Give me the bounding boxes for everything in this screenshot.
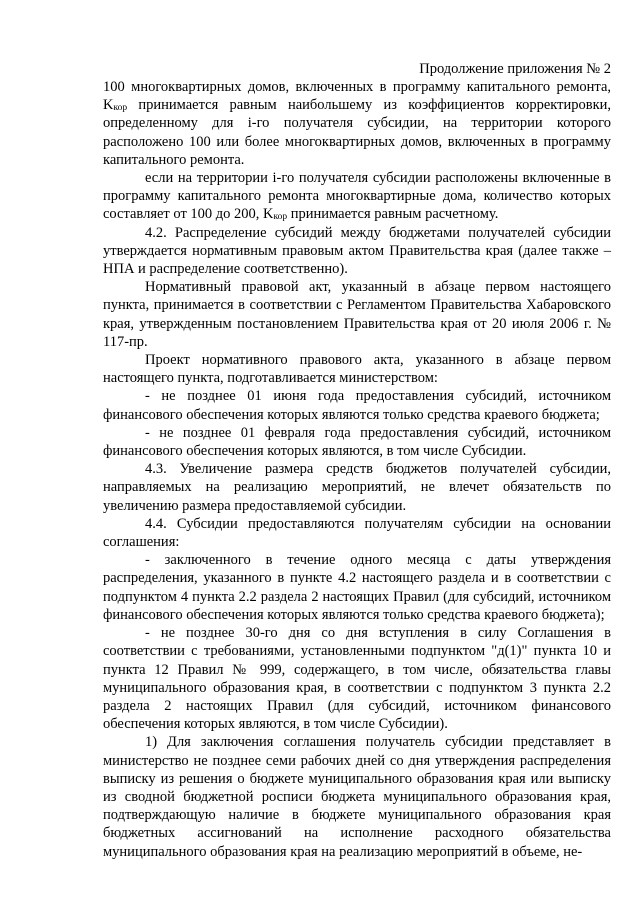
- paragraph: - не позднее 01 февраля года предоставления субсидий, источником финансового обеспечения которых являются, в том числе Субсидии.: [103, 424, 611, 460]
- paragraph: если на территории i-го получателя субсидии расположены включенные в программу капитального ремонта многоквартирные дома, количество которых составляет от 100 до 200, $K_{кор}$ принимается равным расчетному.: [103, 170, 611, 223]
- paragraph: 100 многоквартирных домов, включенных в программу капитального ремонта, $K_{кор}$ принимается равным наибольшему из коэффициентов корректировки, определенному для i-го получателя субсидии, на территории которого расположено 100 или более многоквартирных домов, включенных в программу капитального ремонта.: [103, 79, 611, 168]
- paragraph: 1) Для заключения соглашения получатель субсидии представляет в министерство не позднее семи рабочих дней со дня утверждения распределения выписку из решения о бюджете муниципального образования края или выписку из сводной бюджетной росписи бюджета муниципального образования края, подтверждающую наличие в бюджете муниципального образования края бюджетных ассигнований на исполнение расходного обязательства муниципального образования края на реализацию мероприятий в объеме, не-: [103, 734, 611, 860]
- paragraph: - заключенного в течение одного месяца с даты утверждения распределения, указанного в пункте 4.2 настоящего раздела и в соответствии с подпунктом 4 пункта 2.2 раздела 2 настоящих Правил (для субсидий, источником финансового обеспечения которых являются только средства краевого бюджета);: [103, 552, 611, 623]
- paragraph: - не позднее 01 июня года предоставления субсидий, источником финансового обеспечения которых являются только средства краевого бюджета;: [103, 388, 611, 423]
- paragraph: Нормативный правовой акт, указанный в абзаце первом настоящего пункта, принимается в соответствии с Регламентом Правительства Хабаровского края, утвержденным постановлением Правительства края от 20 июля 2006 г. № 117-пр.: [103, 279, 611, 350]
- paragraph: Проект нормативного правового акта, указанного в абзаце первом настоящего пункта, подготавливается министерством:: [103, 352, 611, 387]
- page-header: Продолжение приложения № 2: [419, 61, 611, 77]
- paragraph: - не позднее 30-го дня со дня вступления в силу Соглашения в соответствии с требованиями, установленными подпунктом "д(1)" пункта 10 и пункта 12 Правил № 999, содержащего, в том числе, обязательства главы муниципального образования края, в соответствии с подпунктом 3 пункта 2.2 раздела 2 настоящих Правил (для субсидий, источником финансового обеспечения которых являются, в том числе Субсидии).: [103, 625, 611, 733]
- document-body: [103, 78, 611, 861]
- paragraph: 4.2. Распределение субсидий между бюджетами получателей субсидии утверждается нормативным правовым актом Правительства края (далее также – НПА и распределение соответственно).: [103, 224, 611, 278]
- paragraph: 4.4. Субсидии предоставляются получателям субсидии на основании соглашения:: [103, 515, 611, 551]
- paragraph: 4.3. Увеличение размера средств бюджетов получателей субсидии, направляемых на реализацию мероприятий, не влечет обязательств по увеличению размера предоставляемой субсидии.: [103, 461, 611, 514]
